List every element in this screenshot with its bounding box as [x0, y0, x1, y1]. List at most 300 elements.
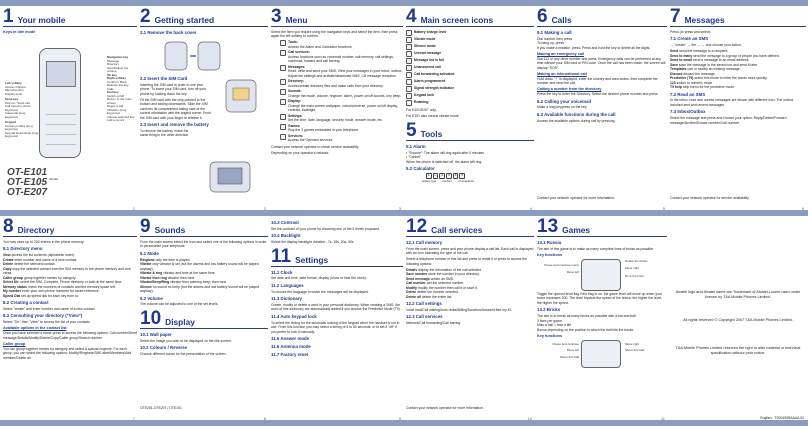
item-desc: vibrator and tone at the same time. [163, 271, 216, 276]
panel-call-services [406, 218, 534, 420]
icon-list [406, 30, 534, 106]
footnote: Depending on your operator's network. [271, 151, 330, 156]
rights-notice: T&A Mobile Phones Limited reserves the right to alter material or technical specification without prior notice. [675, 346, 801, 355]
section-header [537, 8, 667, 27]
signal-icon [406, 86, 412, 92]
item-key: Silence [140, 284, 152, 289]
paragraph: Dial number then press [537, 36, 573, 41]
paragraph: When the phone is switched off, the alarm will ring. [406, 159, 483, 164]
icon-item [406, 30, 534, 36]
item-desc: Access the Alarm and Calculator functions [288, 44, 352, 49]
panel-getting-started [140, 8, 268, 210]
item-desc: copy the selected contact from the SIM memory to the phone memory and vice versa. [3, 266, 131, 276]
paragraph: Press the key to enter the Directory. Select the desired phone number and press. [537, 92, 659, 97]
calc-label: select type [422, 179, 437, 183]
section-number: 10 [140, 307, 162, 329]
item-key: Vibrate then ring [140, 275, 167, 280]
subsection-title: 10.2 Colours / Reverse [140, 345, 188, 351]
section-number: 6 [537, 8, 548, 27]
subsection-title: 2.2 Insert the SIM Card [140, 75, 188, 81]
subsection-title: 11.7 Factory reset [271, 351, 309, 357]
paragraph: If you make a mistake, press. Press and hold the key to delete all the digits. [537, 45, 651, 50]
menu-item [280, 50, 403, 63]
phone-illustration [581, 259, 621, 291]
paragraph: Network/Call forwarding/Call barring [406, 321, 461, 326]
section-title: Directory [17, 225, 55, 235]
subsection-title: 5.2 Calculator [406, 166, 435, 172]
callout: Navigation key [107, 55, 129, 59]
paragraph: Bonus depending on the position in which the ball hits the bricks. [537, 327, 635, 332]
item-key: Vibrate [140, 262, 152, 267]
section-header [3, 8, 137, 27]
page-number: 10 [527, 415, 532, 420]
paragraph: 3 lives per game. [537, 318, 563, 323]
paragraph: You may store up to 200 entries in the phone memory. [3, 240, 85, 244]
subsection-title: 5.1 Alarm [406, 143, 426, 149]
action-key: T9 help [670, 85, 682, 90]
model-list [7, 168, 47, 198]
sms-actions [670, 49, 806, 89]
section-number: 13 [537, 218, 559, 237]
icon-item [406, 100, 534, 106]
panel-main-screen-icons [406, 8, 534, 210]
item-desc: delete the entire list. [421, 294, 453, 299]
paragraph: Access the available options during call by pressing. [537, 118, 616, 123]
action-desc: use or modify an existing message. [687, 67, 741, 72]
callout: Return to the main screen [107, 97, 132, 105]
display-icon [280, 99, 286, 105]
item-desc: select the SIM, Complete, Phone directory or both at the same time. [20, 280, 123, 285]
icon-item [406, 51, 534, 57]
subsection-title: 2.3 Insert and remove the battery [140, 122, 209, 127]
section-title: Settings [295, 254, 329, 265]
item-key: Copy [3, 266, 12, 271]
calc-key: + [434, 173, 437, 178]
book-icon [280, 79, 286, 85]
action-desc: send the message to a recipient. [679, 49, 729, 54]
panel-menu [271, 8, 403, 210]
icon-item [406, 86, 534, 92]
item-key: Speed Dial [3, 293, 21, 298]
menu-item [280, 114, 403, 123]
menu-item [280, 65, 403, 78]
callout: Keypad lock/unlock (long keypress) [5, 130, 39, 138]
section-title: Display [165, 316, 195, 327]
section-number: 3 [271, 8, 282, 27]
phone-icon [280, 50, 286, 56]
callout: Add a record [107, 118, 125, 122]
tools-icon [280, 40, 286, 46]
callout: Voicemail (long keypress) [5, 111, 26, 119]
call-forward-icon [406, 72, 412, 78]
paragraph: Set the contrast of your phone by choosing one of the 5 levels proposed. [271, 226, 380, 231]
section-header [406, 8, 534, 27]
phone-illustration [581, 340, 621, 368]
section-title: Sounds [154, 225, 186, 235]
bricks-key-diagram [537, 339, 667, 369]
menu-item [280, 79, 403, 88]
footnote: Contact your network operator for more information. [406, 405, 484, 410]
vibrate-icon [406, 37, 412, 43]
paragraph: Set date and time, date format, display (show or hide the clock). [271, 276, 367, 281]
callouts-left [5, 82, 39, 139]
paragraph: Toggle the upmost level flag if the flag is on, the game level will move up when your score increases 300. The level impacts the speed of the bricks: the higher the level, the higher the speed. [537, 291, 663, 305]
item-label: Display: [288, 99, 302, 104]
callout: Display tools [5, 91, 23, 96]
panel-settings [271, 218, 403, 420]
subsection-title: 7.3 Inbox/Outbox [670, 109, 706, 115]
music-note-icon [280, 89, 286, 95]
item-desc: Access functions such as voicemail number, call memory, call settings, voicemail, forward and call barring. [288, 54, 394, 64]
icon-item [406, 65, 534, 71]
panel-games [537, 218, 667, 420]
section-number: 5 [406, 119, 417, 141]
menu-list [271, 40, 403, 142]
callout: Message [107, 58, 120, 63]
item-key: Modify [406, 285, 417, 290]
subsection-title: 9.1 Mode [140, 250, 159, 256]
paragraph: Make a long keypress on the key. [537, 105, 588, 110]
action-key: Send to many [670, 53, 693, 58]
item-desc: vibrator then warning beep, then tone. [170, 280, 228, 285]
item-desc: vibrator then tone. [167, 275, 196, 280]
item-label: Sounds: [288, 89, 302, 94]
callout: Volume selected key [107, 114, 135, 119]
model-name: OT-E207 [7, 187, 48, 198]
paragraph: • "Snooze": The alarm will ring again after 5 minutes. [406, 150, 485, 155]
page-number: 2 [263, 205, 266, 210]
icon-label: Call forwarding activated [414, 72, 455, 76]
phone-screen [46, 61, 76, 87]
paragraph: Select the display backlight duration : 7s, 15s, 20s, 30s. [271, 240, 355, 245]
action-desc: help menu for the predictive mode [682, 85, 735, 90]
item-key: Delete [3, 262, 14, 267]
footer-code: English - TS00190BAAAA 02 [760, 415, 804, 420]
item-label: Settings: [288, 113, 303, 118]
action-key: Send [670, 49, 679, 54]
section-number: 11 [271, 245, 292, 267]
item-desc: Play the 2 games embedded in your telephone [288, 128, 359, 133]
top-bar [0, 0, 808, 6]
subsection-title: 2.1 Remove the back cover [140, 30, 197, 35]
callout: Switch on/off [107, 93, 125, 98]
paragraph: Select "create" and enter number and name of a new contact. [3, 306, 96, 311]
item-desc: store the number in your directory. [428, 272, 480, 277]
icon-label: Silence mode [414, 44, 436, 48]
bottom-bar [0, 420, 808, 426]
item-desc: delete the number selected. [417, 290, 459, 295]
paragraph: Select "Dir." then "View" to access the list of your contacts [3, 320, 90, 325]
section-header [406, 119, 534, 141]
callout: Move left [566, 348, 579, 352]
item-key: View [3, 253, 11, 258]
calc-key: 1 [428, 173, 430, 178]
action-key: Send to email [670, 58, 693, 63]
page-number: 7 [132, 415, 135, 420]
subheading: Making an international call [537, 71, 587, 76]
section-number: 2 [140, 8, 151, 27]
subsection-title: 11.5 Answer mode [271, 336, 310, 342]
battery-icon [406, 30, 412, 36]
footnote: For E101 also means vibrate mode [406, 114, 459, 119]
section-header [271, 8, 403, 27]
paragraph: The volume can be adjusted to one of the set levels. [140, 302, 219, 307]
callout: Directory [107, 62, 120, 66]
subsection-title: 7.2 Read an SMS [670, 91, 706, 97]
list-item [140, 285, 268, 294]
keypad [46, 105, 76, 149]
list-item [140, 262, 268, 271]
sim-card-illustration [220, 76, 264, 116]
callout: Reject a call [107, 104, 124, 108]
footnote: Contact your network operator to check service availability. [271, 144, 360, 149]
panel-calls [537, 8, 667, 210]
callout: Scroll/adjust the volume [107, 65, 129, 73]
section-number: 7 [670, 8, 681, 27]
callout: End key [107, 90, 119, 94]
callout: Confirm / Back [107, 79, 127, 84]
menu-item [280, 124, 403, 133]
icon-item [406, 72, 534, 78]
item-desc: no sound no beep (but the alarms and low battery sound will be played anyway). [140, 284, 259, 294]
item-key: Vibrate & ring [140, 271, 163, 276]
copyright-notice: All rights reserved © Copyright 2007 T&A Mobile Phones Limited. [683, 318, 793, 322]
page-number: 6 [801, 205, 804, 210]
subsection-title: 11.6 Antenna mode [271, 344, 311, 350]
menu-item [280, 40, 403, 49]
icon-label: Message list is full [414, 58, 444, 62]
message-full-icon [406, 58, 412, 64]
phone-illustration [39, 48, 81, 158]
paragraph: Press (or press and select) [670, 30, 711, 34]
icon-item [406, 44, 534, 50]
callout: Left softkey [5, 81, 22, 85]
callout: Pick up / Send call [5, 100, 30, 105]
footnote: For E101/E207 only. [406, 108, 437, 112]
subsection-title: 11.3 Dictionary [271, 296, 302, 302]
panel-directory [3, 218, 137, 420]
paragraph: • "Cancel" [406, 155, 422, 160]
item-desc: create an SMS. [430, 276, 455, 281]
page-number: 1 [132, 205, 135, 210]
callout: Access Options Menu/Confirm [5, 84, 26, 92]
panel-messages [670, 8, 806, 210]
item-key: Caller group [3, 275, 23, 280]
keypad-lock-icon [406, 93, 412, 99]
paragraph: In the inbox, read and unread messages are shown with different icon. The outbox included sent and unsent messages. [670, 98, 794, 107]
intro: Select the item you require using the navigation keys and select the item, then press again the left softkey to confirm. [271, 30, 398, 39]
item-desc: Set the time, date, language, security mode, answer mode, etc. [288, 118, 383, 123]
section-title: Your mobile [17, 15, 66, 25]
subsection-title: 12.3 Call services [406, 314, 443, 320]
subsection-title: 11.1 Clock [271, 269, 293, 275]
item-key: Select Dir. [3, 280, 20, 285]
subheading: Available options in the contact list [3, 326, 67, 331]
item-desc: Access/create directory files and make calls from your directory. [288, 83, 384, 88]
section-header [537, 218, 667, 237]
alarm-icon [406, 79, 412, 85]
menu-item [280, 99, 403, 112]
subheading: Caller group [3, 341, 26, 346]
item-desc: check the numbers of contacts and the memory space left. [27, 284, 116, 289]
calc-labels [406, 180, 534, 184]
subheading: Key functions [537, 252, 563, 257]
item-label: Directory: [288, 79, 305, 84]
paragraph: Select the image you wish to be displayed on the idle screen. [140, 338, 232, 343]
model-name: OT-E101 [7, 167, 48, 178]
section-header [140, 307, 268, 329]
paragraph: Miss a ball = lose a life [537, 323, 572, 328]
paragraph: Inserting the SIM card in order to use your phone. To insert your SIM card, turn off your phone by holding down the key. [140, 82, 207, 96]
item-desc: call the selected number. [426, 281, 465, 286]
paragraph: The aim is to break as many bricks as possible with a bat and ball. [537, 314, 637, 319]
item-desc: group together names by category. [23, 275, 77, 280]
menu-item [280, 134, 403, 143]
item-key: Create [3, 257, 14, 262]
subsection-title: 13.1 Russia [537, 240, 562, 245]
roaming-icon [406, 100, 412, 106]
section-number: 8 [3, 218, 14, 237]
subheading: Calling a number from the directory [537, 87, 602, 92]
calc-key: 4 [454, 173, 457, 178]
item-desc: only vibrator is set (but the alarms and low battery sound will be played anyway). [140, 262, 259, 271]
item-desc: display the information of the call selected [418, 267, 482, 272]
section-header [3, 218, 137, 237]
callouts-right [625, 260, 667, 279]
item-desc: Access the Operator services. [288, 138, 334, 143]
subsection-title: 9.2 Volume [140, 295, 163, 301]
callout: Release the key [107, 83, 129, 87]
model-name: OT-E105 [7, 177, 48, 188]
icon-label: Unanswered call [414, 65, 441, 69]
callout: Calls [107, 86, 114, 91]
paragraph: Create, modify or delete a word in your personal dictionary. When creating a SMS, the word of this dictionary are automatically added if you choose the Predictive Mode (T9). [271, 303, 401, 312]
icon-label: Roaming [414, 100, 429, 104]
unread-message-icon [406, 51, 412, 57]
paragraph: Choose different colors for the presentation of the screen. [140, 352, 227, 357]
services-icon [280, 134, 286, 140]
action-key: Save [670, 62, 678, 67]
page-number: 11 [660, 415, 665, 420]
item-desc: set up speed dial for each key from to. [21, 293, 79, 298]
section-number: 9 [140, 218, 151, 237]
missed-call-icon [406, 65, 412, 71]
subheading: Making an emergency call [537, 51, 585, 56]
item-desc: Read, write and send your SMS, View your messages in your Inbox, outbox. Adjust the settings and activate/deactivate SMS, CB message reception. [288, 69, 403, 78]
icon-item [406, 58, 534, 64]
callout: Right softkey [107, 76, 127, 80]
action-desc: send the message to a group of people you have defined. [693, 53, 780, 58]
item-label: Games: [288, 123, 301, 128]
callout: Ok key [107, 72, 117, 77]
trademark-notice: Alcatel logo and Alcatel name are Trademark of Alcatel-Lucent used under license by T&A Mobile Phones Limited. [675, 290, 801, 299]
section-number: 4 [406, 8, 417, 27]
callouts-left [537, 264, 579, 275]
callout: Access profiles (long keypress) [5, 123, 33, 131]
calc-key: 2 [441, 173, 444, 178]
subsection-title: 10.1 Wall paper [140, 331, 172, 337]
icon-item [406, 93, 534, 99]
footnote: Contact your network operator for service availability. [670, 195, 750, 200]
section-title: Calls [551, 15, 572, 25]
section-header [271, 245, 403, 267]
page-number: 5 [662, 205, 665, 210]
subsection-title: 10.3 Contrast [271, 220, 299, 225]
envelope-icon [280, 65, 286, 71]
callout: Drop the brick [625, 273, 644, 278]
paragraph: From the main screen, press and your phone display a call list. Each call is displayed with an icon indicating the type of the call. [406, 246, 534, 256]
subsection-title: 8.2 Creating a contact [3, 300, 49, 306]
action-desc: discard the message. [683, 71, 716, 76]
list-item [3, 267, 137, 276]
silence-icon [406, 44, 412, 50]
paragraph: The aim of this game is to make as many complete lines of bricks as possible. [537, 246, 654, 251]
paragraph: To select the timing for the automatic locking of the keypad when the handset is not in use. From this function you may select a timing of 5 to 60 seconds, or to set it "off" if you prefer to lock it manually. [271, 320, 400, 334]
section-title: Call services [431, 225, 483, 235]
footnote: Contact your network operator for more information. [537, 195, 615, 200]
icon-label: Battery charge level [414, 30, 447, 34]
page-number: 4 [529, 205, 532, 210]
section-header [406, 218, 534, 237]
panel-sounds-display [140, 218, 268, 420]
callout: Pause and continue menu [544, 262, 579, 267]
callout: Rotate the bricks [625, 258, 648, 263]
middle-bar [0, 210, 808, 216]
section-header [140, 218, 268, 237]
subsection-title: 10.4 Backlight [271, 233, 301, 239]
paragraph: Dial 112 or any other number and press. Emergency calls can be performed at any time without your SIM card or PIN code. Once the call has been made, the screen will display "SOS". [537, 56, 666, 70]
item-desc: Change the main screen wallpaper, colours/reverse, power on/off display, contrast, backlight. [288, 103, 398, 113]
icon-label: Signal strength indicator [414, 86, 454, 90]
item-key: Call number [406, 281, 426, 286]
gear-icon [280, 114, 286, 120]
action-desc: save the message in the saved box and send it later. [678, 62, 758, 67]
sound-mode-list [140, 258, 268, 294]
item-desc: enter number and name of a new contact. [14, 257, 78, 262]
paragraph: Hold down "+" is displayed, enter the country and area codes, then complete the number and send the call. [537, 76, 658, 86]
paragraph: From the main screen select the icon and select one of the following options in order to personalize your telephone. [140, 240, 267, 249]
callout: Move left [566, 270, 579, 275]
item-desc: enter your own phone numbers for future reference. [22, 289, 100, 294]
item-desc: only the tone is played. [155, 257, 191, 262]
battery-illustration [204, 158, 264, 198]
paragraph: Select the message and press and choose your option: Reply/Delete/Forward message/Archive/Extract number/Call number [670, 116, 787, 125]
subsection-title: 8.3 Consulting your directory ("View") [3, 313, 83, 319]
icon-label: Keypad lock [414, 93, 434, 97]
paragraph: Select a telephone number in this list and press to redial it or press to access the following options: [406, 257, 527, 266]
action-desc: send a message to an email address. [693, 58, 750, 63]
panel-your-mobile [3, 8, 137, 210]
item-label: Messages: [288, 64, 306, 69]
call-options-list [406, 268, 534, 299]
paragraph: → "create" → the → → and choose your action: [670, 43, 742, 48]
subsection-title: 12.2 Call settings [406, 301, 442, 307]
paragraph: You can group together names by category and select a special ringtone. For each group, you can select the following options: Modify/Ringtone/SMS alert/Members/Add member/Delete all. [3, 346, 132, 360]
paragraph: Once you have selected a name press to access the following options: Call number/Send message/Details/Modify/Delete/Copy/Caller group/Search number [3, 331, 137, 340]
section-title: Tools [420, 128, 443, 139]
action-key: Discard [670, 71, 683, 76]
section-title: Main screen icons [420, 15, 494, 25]
list-item [3, 294, 137, 298]
back-cover-illustration [160, 38, 230, 74]
russia-key-diagram [537, 258, 667, 292]
item-key: Vibrate/Beep/Ring [140, 280, 170, 285]
list-item [406, 295, 534, 299]
item-key: Save number [406, 272, 428, 277]
calc-key: 5 [461, 173, 464, 178]
callouts-right [625, 343, 667, 353]
subsection-title: 13.2 Bricks [537, 307, 561, 313]
